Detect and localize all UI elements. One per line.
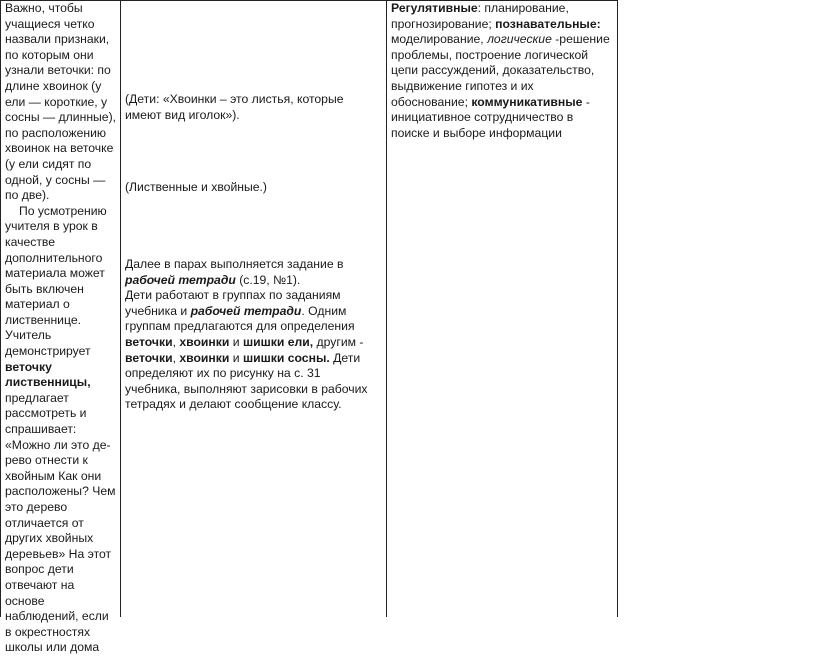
table-border-right [617, 0, 618, 617]
table-border-left [0, 0, 1, 617]
student-activity-block [125, 257, 377, 413]
student-answer-1-text: (Дети: «Хвоинки – это листья, которые имеют вид иголок»). [125, 92, 344, 122]
regulatory-label: Регулятивные [391, 1, 478, 15]
group-work-spruce-cone: шишки ели, [242, 334, 314, 349]
teacher-activity-cell [5, 1, 117, 656]
cognitive-text: моделирование, [391, 32, 488, 47]
student-answer-2-text: (Лиственные и хвойные.) [125, 180, 267, 194]
workbook-task-para [125, 257, 377, 288]
teacher-para-2-text: По усмотрению учителя в урок в качестве дополнительного материала может быть включен материал о лиственнице. Учитель демонстрирует [5, 203, 107, 359]
group-work-needle-2: хвоинки [179, 350, 230, 365]
group-work-text-end: Дети определяют их по рисунку на с. 31 учебника, выполняют зарисовки в рабочих тетрадях и делают сообщение классу. [125, 350, 368, 412]
group-work-others: другим - [313, 334, 364, 349]
group-work-pine-cone: шишки сосны. [242, 350, 330, 365]
group-work-needle-1: хвоинки [179, 334, 230, 349]
teacher-para-2-bold: веточку лиственницы, [5, 359, 91, 390]
learning-actions-cell [391, 1, 613, 141]
table-column-divider-1 [120, 0, 121, 617]
regulatory-text: : планирование, прогнозирование; [391, 1, 569, 31]
communicative-text: - инициативное сотрудничество в поиске и выборе информации [391, 94, 590, 140]
workbook-task-bold: рабочей тетради [125, 272, 236, 287]
group-work-text-c: . Одним группам предлагаются для определения [125, 303, 355, 334]
group-work-sep-2: , [172, 350, 180, 365]
teacher-para-2 [5, 204, 117, 656]
table-column-divider-2 [386, 0, 387, 617]
group-work-twig-1: веточки [125, 334, 173, 349]
group-work-text-a: Дети работают в группах по заданиям учебника и [125, 288, 341, 318]
workbook-task-text: Далее в парах выполняется задание в [125, 257, 344, 271]
logical-text: -решение проблемы, построение логической цепи рассуждений, доказательство, выдвижение гипотез и их обоснование; [391, 32, 610, 109]
group-work-sep-1: , [172, 334, 180, 349]
cognitive-label: познавательные: [495, 16, 601, 31]
group-work-para [125, 288, 377, 413]
logical-label: логические [487, 32, 552, 47]
communicative-label: коммуникативные [471, 94, 583, 109]
group-work-and-2: и [229, 350, 243, 365]
student-answer-2 [125, 180, 377, 196]
student-answer-1 [125, 92, 377, 123]
workbook-task-ref: (с.19, №1). [235, 272, 301, 287]
teacher-para-1: Важно, чтобы учащиеся четко назвали признаки, по которым они узнали веточки: по длине хвоинок (у ели — короткие, у сосны — длинные), по расположению хвоинок на веточке (у ели сидят по одной, у сосны — по две). [5, 1, 117, 203]
group-work-twig-2: веточки [125, 350, 173, 365]
group-work-and-1: и [229, 334, 243, 349]
teacher-para-2-rest: предлагает рассмотреть и спрашивает: «Можно ли это де-рево отнести к хвойным Как они расположены? Чем это дерево отличается от других хвойных деревьев» На этот вопрос дети отвечают на основе наблюдений, если в окрестностях школы или дома [5, 390, 116, 655]
learning-actions-text [391, 1, 613, 141]
group-work-workbook: рабочей тетради [190, 303, 302, 318]
